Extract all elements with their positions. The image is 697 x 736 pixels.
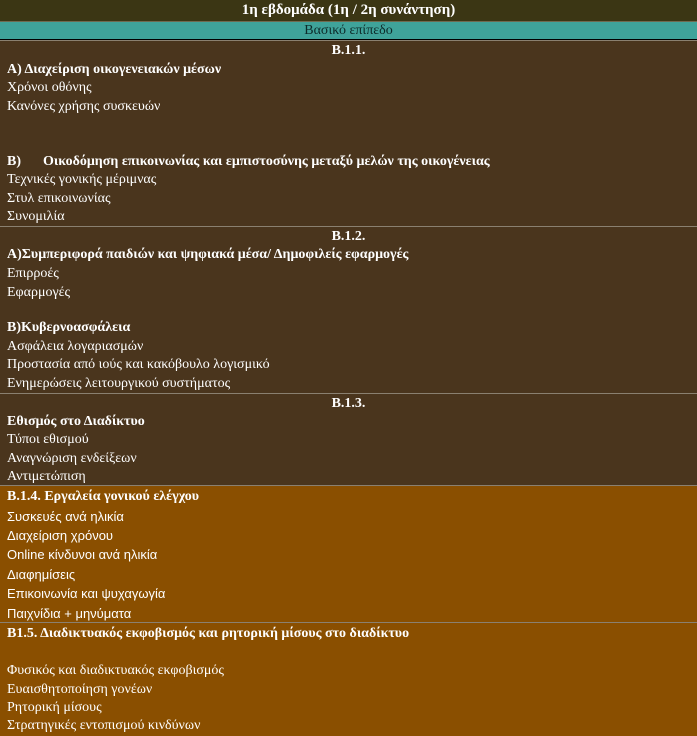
list-item: Συσκευές ανά ηλικία: [7, 509, 124, 524]
subsection-heading: Α)Συμπεριφορά παιδιών και ψηφιακά μέσα/ Δημοφιλείς εφαρμογές: [7, 247, 409, 262]
list-item: Αναγνώριση ενδείξεων: [7, 451, 137, 466]
list-item: Ασφάλεια λογαριασμών: [7, 339, 144, 354]
subsection-heading: Α) Διαχείριση οικογενειακών μέσων: [7, 62, 222, 77]
subsection-heading: Οικοδόμηση επικοινωνίας και εμπιστοσύνης μεταξύ μελών της οικογένειας: [43, 154, 490, 169]
list-item: Διαχείριση χρόνου: [7, 528, 114, 543]
list-item: Ρητορική μίσους: [7, 700, 102, 715]
subsection-heading: Β.1.4. Εργαλεία γονικού ελέγχου: [7, 489, 200, 504]
section-b13: [0, 393, 697, 485]
list-item: Διαφημίσεις: [7, 567, 76, 582]
section-code: Β.1.3.: [331, 396, 366, 411]
list-item: Συνομιλία: [7, 209, 65, 224]
list-item: Παιχνίδια + μηνύματα: [7, 606, 132, 621]
level-label: Βασικό επίπεδο: [0, 22, 697, 39]
section-code: Β.1.2.: [331, 229, 366, 244]
list-item: Αντιμετώπιση: [7, 469, 86, 484]
list-item: Τεχνικές γονικής μέριμνας: [7, 172, 157, 187]
subsection-heading: Β1.5. Διαδικτυακός εκφοβισμός και ρητορική μίσους στο διαδίκτυο: [7, 626, 410, 641]
list-item: Κανόνες χρήσης συσκευών: [7, 99, 161, 114]
list-item: Online κίνδυνοι ανά ηλικία: [7, 547, 158, 562]
section-b14: [0, 485, 697, 622]
section-b12: [0, 226, 697, 393]
list-item: Εφαρμογές: [7, 285, 71, 300]
week-title: 1η εβδομάδα (1η / 2η συνάντηση): [0, 0, 697, 22]
list-item: Τύποι εθισμού: [7, 432, 89, 447]
list-item: Προστασία από ιούς και κακόβουλο λογισμικό: [7, 357, 270, 372]
section-b11: [0, 40, 697, 226]
list-item: Ενημερώσεις λειτουργικού συστήματος: [7, 376, 231, 391]
section-b15: [0, 622, 697, 736]
list-item: Ευαισθητοποίηση γονέων: [7, 682, 153, 697]
list-item: Χρόνοι οθόνης: [7, 80, 92, 95]
list-item: Στυλ επικοινωνίας: [7, 191, 111, 206]
subsection-heading: Β)Κυβερνοασφάλεια: [7, 320, 131, 335]
list-item: Στρατηγικές εντοπισμού κινδύνων: [7, 718, 201, 733]
section-code: Β.1.1.: [331, 43, 366, 58]
list-item: Επικοινωνία και ψυχαγωγία: [7, 586, 166, 601]
subsection-label: Β): [7, 154, 21, 169]
list-item: Φυσικός και διαδικτυακός εκφοβισμός: [7, 663, 224, 678]
list-item: Επιρροές: [7, 266, 59, 281]
subsection-heading: Εθισμός στο Διαδίκτυο: [7, 414, 145, 429]
